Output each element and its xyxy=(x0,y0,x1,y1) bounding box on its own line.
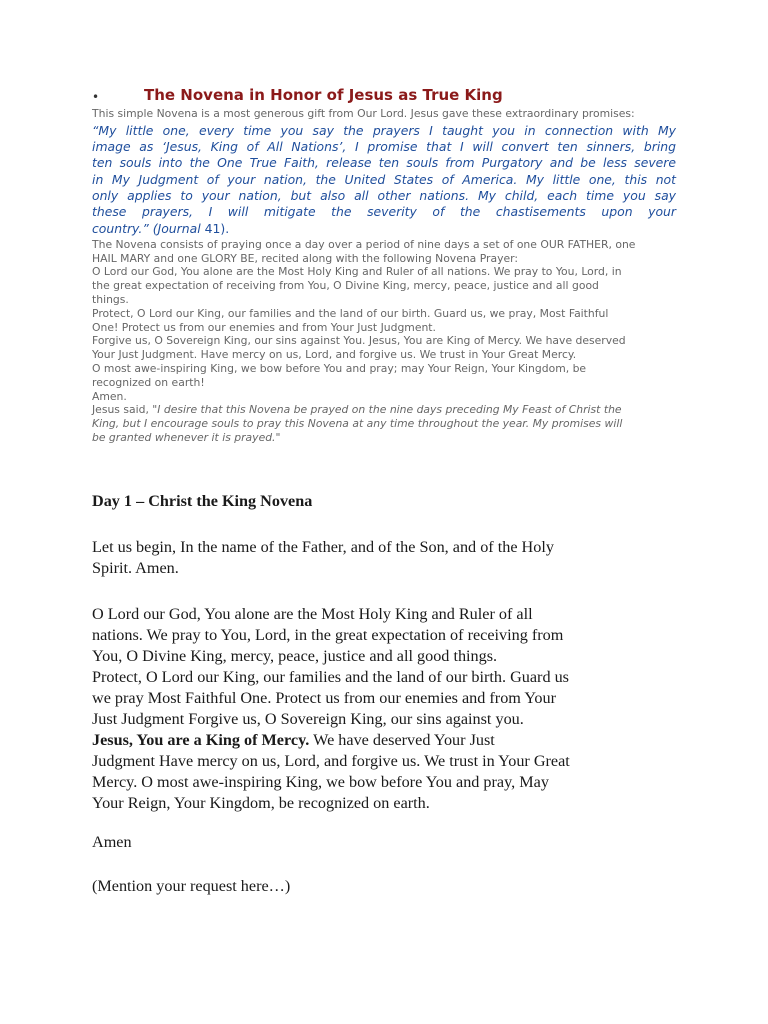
day1-request: (Mention your request here…) xyxy=(92,876,291,895)
jesus-said-line xyxy=(92,403,676,417)
jesus-said-line: King, but I encourage souls to pray this Novena at any time throughout the year. My promises will xyxy=(92,417,623,431)
promise-line-last xyxy=(92,221,676,237)
description-line: things. xyxy=(92,293,129,307)
journal-ref-number: 41 xyxy=(204,220,221,236)
promise-line: image as ‘Jesus, King of All Nations’, I promise that I will convert ten sinners, bring xyxy=(92,139,676,155)
jesus-said-text: I desire that this Novena be prayed on the nine days preceding My Feast of Christ the xyxy=(157,403,622,417)
day1-prayer xyxy=(92,604,676,814)
description-line: O Lord our God, You alone are the Most Holy King and Ruler of all nations. We pray to You, Lord, in xyxy=(92,265,622,279)
description-line: Your Just Judgment. Have mercy on us, Lord, and forgive us. We trust in Your Great Mercy. xyxy=(92,348,577,362)
promise-line: ten souls into the One True Faith, release ten souls from Purgatory and be less severe xyxy=(92,155,676,171)
mercy-line xyxy=(92,730,676,751)
bullet-icon: • xyxy=(92,90,100,104)
novena-title: The Novena in Honor of Jesus as True King xyxy=(144,86,503,104)
prayer-line: we pray Most Faithful One. Protect us from our enemies and from Your xyxy=(92,688,556,707)
opening-line: Let us begin, In the name of the Father, and of the Son, and of the Holy xyxy=(92,537,554,556)
day1-opening xyxy=(92,537,676,579)
promise-line: in My Judgment of your nation, the United States of America. My little one, this not xyxy=(92,171,676,187)
jesus-said-quote xyxy=(92,403,676,444)
day1-amen: Amen xyxy=(92,832,132,851)
promise-line: country.” ( xyxy=(92,220,158,236)
description-line: HAIL MARY and one GLORY BE, recited along with the following Novena Prayer: xyxy=(92,251,519,265)
promise-line: “My little one, every time you say the prayers I taught you in connection with My xyxy=(92,122,676,138)
description-line: Forgive us, O Sovereign King, our sins against You. Jesus, You are King of Mercy. We have deserved xyxy=(92,334,626,348)
day1-heading: Day 1 – Christ the King Novena xyxy=(92,491,313,510)
promise-line: only applies to your nation, but also all other nations. My child, each time you say xyxy=(92,187,676,203)
jesus-said-line: be granted whenever it is prayed." xyxy=(92,431,281,445)
description-line: One! Protect us from our enemies and from Your Just Judgment. xyxy=(92,320,436,334)
description-line: recognized on earth! xyxy=(92,375,205,389)
journal-ref-source: Journal xyxy=(157,220,205,236)
prayer-line: Protect, O Lord our King, our families and the land of our birth. Guard us xyxy=(92,667,569,686)
title-row xyxy=(92,86,676,110)
promise-line: these prayers, I will mitigate the severity of the chastisements upon your xyxy=(92,204,676,220)
king-of-mercy-bold: Jesus, You are a King of Mercy. xyxy=(92,730,310,749)
novena-description xyxy=(92,238,676,404)
jesus-said-prefix: Jesus said, " xyxy=(92,403,158,417)
prayer-line: Your Reign, Your Kingdom, be recognized on earth. xyxy=(92,793,430,812)
opening-line: Spirit. Amen. xyxy=(92,558,179,577)
promise-quote xyxy=(92,123,676,237)
prayer-line: You, O Divine King, mercy, peace, justice and all good things. xyxy=(92,646,498,665)
description-line: the great expectation of receiving from You, O Divine King, mercy, peace, justice and all good xyxy=(92,279,599,293)
prayer-line: Mercy. O most awe-inspiring King, we bow before You and pray, May xyxy=(92,772,549,791)
description-line: O most awe-inspiring King, we bow before You and pray; may Your Reign, Your Kingdom, be xyxy=(92,362,587,376)
mercy-rest: We have deserved Your Just xyxy=(309,730,495,749)
journal-ref-end: ). xyxy=(220,220,230,236)
prayer-line: Just Judgment Forgive us, O Sovereign King, our sins against you. xyxy=(92,709,524,728)
prayer-line: O Lord our God, You alone are the Most Holy King and Ruler of all xyxy=(92,604,533,623)
description-line: Protect, O Lord our King, our families and the land of our birth. Guard us, we pray, Most Faithful xyxy=(92,306,609,320)
prayer-line: nations. We pray to You, Lord, in the great expectation of receiving from xyxy=(92,625,564,644)
prayer-line: Judgment Have mercy on us, Lord, and forgive us. We trust in Your Great xyxy=(92,751,570,770)
description-line: Amen. xyxy=(92,389,127,403)
description-line: The Novena consists of praying once a day over a period of nine days a set of one OUR FATHER, one xyxy=(92,237,636,251)
intro-text: This simple Novena is a most generous gift from Our Lord. Jesus gave these extraordinary promises: xyxy=(92,107,635,120)
